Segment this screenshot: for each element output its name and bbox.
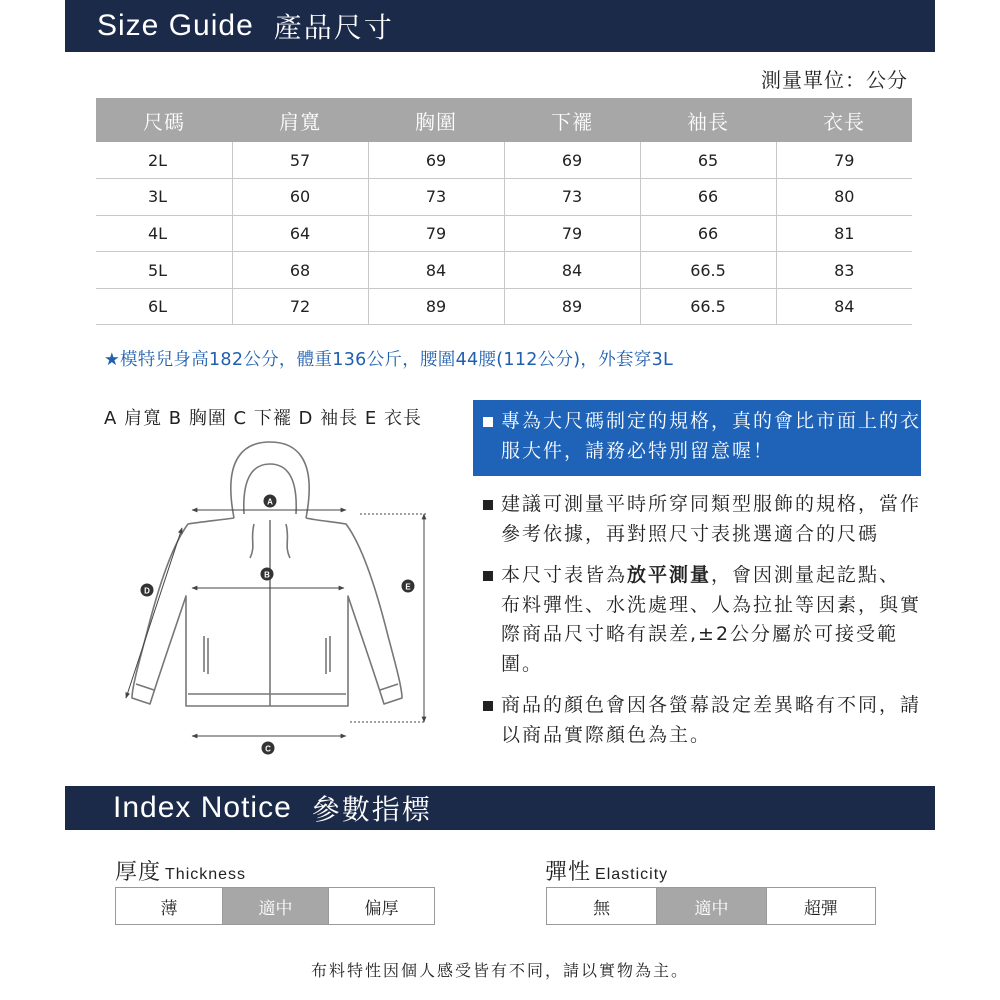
elasticity-title [545, 855, 668, 886]
table-row [96, 215, 912, 252]
note-text: 商品的顏色會因各螢幕設定差異略有不同，請以商品實際顏色為主。 [501, 694, 922, 746]
size-table [96, 98, 912, 325]
note-item [473, 691, 921, 750]
bullet-square-icon [483, 500, 493, 510]
table-cell: 66 [640, 215, 776, 252]
table-row [96, 252, 912, 289]
table-cell: 84 [368, 252, 504, 289]
size-guide-banner [65, 0, 935, 52]
bullet-square-icon [483, 701, 493, 711]
table-cell: 80 [776, 179, 912, 216]
table-cell: 4L [96, 215, 232, 252]
thickness-label-en: Thickness [165, 866, 247, 883]
bullet-square-icon [483, 417, 493, 427]
note-highlight [473, 400, 921, 476]
table-row [96, 179, 912, 216]
table-cell: 65 [640, 142, 776, 179]
header-length: 衣長 [776, 98, 912, 142]
bullet-square-icon [483, 571, 493, 581]
table-row [96, 142, 912, 179]
table-cell: 72 [232, 288, 368, 325]
note-text-pre: 本尺寸表皆為 [501, 564, 628, 586]
table-cell: 66 [640, 179, 776, 216]
thickness-label-zh: 厚度 [115, 860, 162, 885]
note-text-bold: 放平測量 [627, 564, 712, 586]
hoodie-measurement-diagram [110, 436, 450, 766]
table-cell: 79 [776, 142, 912, 179]
table-cell: 79 [504, 215, 640, 252]
thickness-option-medium: 適中 [222, 888, 328, 924]
table-cell: 68 [232, 252, 368, 289]
measurement-arrows [126, 510, 426, 736]
header-shoulder: 肩寬 [232, 98, 368, 142]
index-notice-title-en: Index Notice [113, 791, 292, 824]
table-cell: 73 [504, 179, 640, 216]
svg-text:D: D [144, 586, 150, 596]
svg-text:C: C [265, 744, 271, 754]
table-cell: 73 [368, 179, 504, 216]
header-sleeve: 袖長 [640, 98, 776, 142]
header-chest: 胸圍 [368, 98, 504, 142]
marker-a [264, 495, 277, 508]
header-hem: 下襬 [504, 98, 640, 142]
thickness-option-thin: 薄 [160, 898, 178, 919]
table-cell: 83 [776, 252, 912, 289]
size-table-header [96, 98, 912, 142]
table-cell: 5L [96, 252, 232, 289]
note-text-post: ，會因測量起訖點、布料彈性、水洗處理、人為拉扯等因素，與實際商品尺寸略有誤差,±2公分屬於可接受範圍。 [501, 564, 922, 675]
note-text: 建議可測量平時所穿同類型服飾的規格，當作參考依據，再對照尺寸表挑選適合的尺碼 [501, 493, 922, 545]
table-cell: 66.5 [640, 288, 776, 325]
marker-e [402, 580, 415, 593]
arrow-d-sleeve [126, 528, 182, 698]
table-cell: 64 [232, 215, 368, 252]
table-cell: 84 [504, 252, 640, 289]
footer-note: 布料特性因個人感受皆有不同，請以實物為主。 [310, 961, 689, 980]
size-guide-title-zh: 產品尺寸 [273, 11, 394, 44]
header-size: 尺碼 [96, 98, 232, 142]
table-row [96, 288, 912, 325]
table-cell: 89 [368, 288, 504, 325]
table-cell: 69 [368, 142, 504, 179]
table-cell: 81 [776, 215, 912, 252]
thickness-title [115, 855, 246, 886]
notes-list [473, 400, 921, 750]
table-cell: 3L [96, 179, 232, 216]
elasticity-option-super: 超彈 [766, 888, 875, 924]
svg-text:A: A [267, 497, 273, 507]
svg-text:B: B [264, 570, 270, 580]
table-cell: 2L [96, 142, 232, 179]
marker-d [141, 584, 154, 597]
elasticity-option-none: 無 [593, 898, 611, 919]
elasticity-label-zh: 彈性 [545, 860, 592, 885]
marker-c [262, 742, 275, 755]
elasticity-option-medium: 適中 [656, 888, 765, 924]
svg-text:E: E [405, 582, 411, 592]
note-item [473, 561, 921, 679]
table-cell: 66.5 [640, 252, 776, 289]
note-text: 專為大尺碼制定的規格，真的會比市面上的衣服大件，請務必特別留意喔！ [501, 410, 922, 462]
size-guide-title-en: Size Guide [97, 9, 254, 42]
index-notice-banner [65, 786, 935, 830]
thickness-scale [115, 887, 435, 925]
note-item [473, 490, 921, 549]
measurement-legend: A 肩寬 B 胸圍 C 下襬 D 袖長 E 衣長 [104, 408, 422, 429]
unit-label: 測量單位：公分 [761, 68, 908, 92]
index-notice-title-zh: 參數指標 [311, 793, 432, 826]
elasticity-label-en: Elasticity [595, 866, 669, 883]
thickness-option-thick: 偏厚 [328, 888, 434, 924]
marker-b [261, 568, 274, 581]
model-note: ★模特兒身高182公分，體重136公斤，腰圍44腰(112公分)，外套穿3L [104, 350, 674, 370]
table-cell: 69 [504, 142, 640, 179]
table-cell: 6L [96, 288, 232, 325]
table-cell: 60 [232, 179, 368, 216]
table-cell: 79 [368, 215, 504, 252]
table-cell: 89 [504, 288, 640, 325]
table-cell: 84 [776, 288, 912, 325]
table-cell: 57 [232, 142, 368, 179]
elasticity-scale [546, 887, 876, 925]
